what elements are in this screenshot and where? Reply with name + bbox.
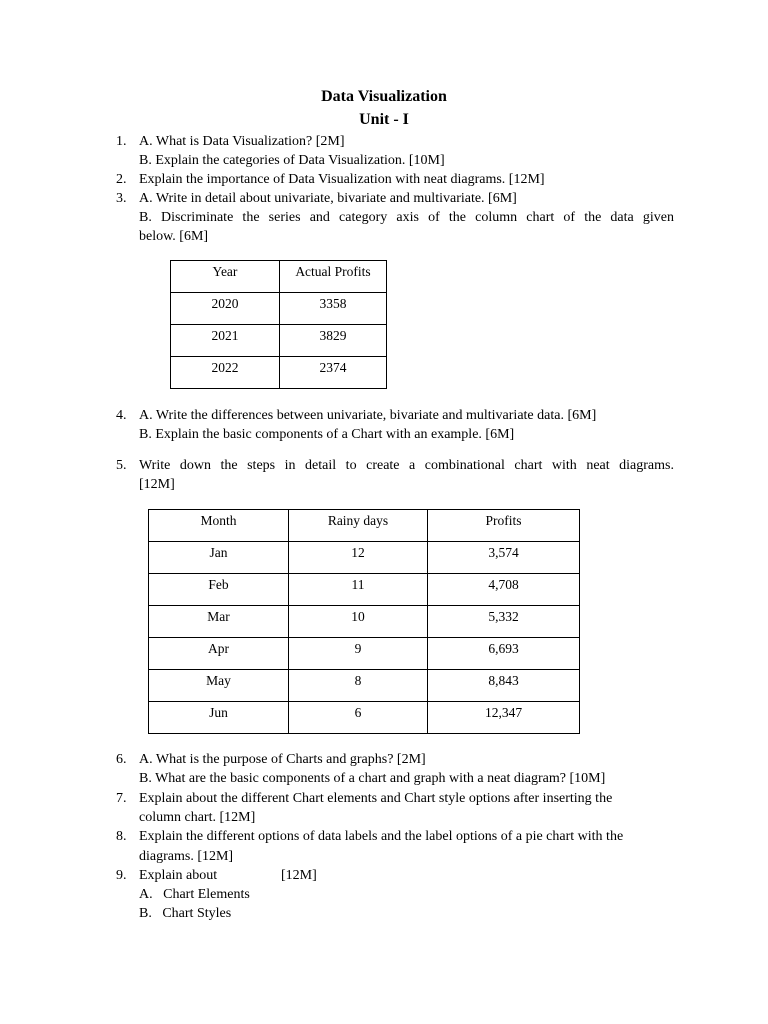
- table-cell: May: [149, 670, 289, 702]
- table-row: [171, 293, 387, 325]
- q6-number: 6.: [116, 752, 127, 767]
- table-cell: 8,843: [428, 670, 580, 702]
- table-cell: Jan: [149, 542, 289, 574]
- q2-text: Explain the importance of Data Visualization with neat diagrams. [12M]: [139, 172, 545, 187]
- table-row: [149, 702, 580, 734]
- q5-line1: Write down the steps in detail to create a combinational chart with neat diagrams.: [139, 458, 674, 473]
- q9-part-b: B. Chart Styles: [139, 906, 232, 921]
- q9-text: Explain about: [139, 868, 218, 883]
- q5-line2: [12M]: [139, 477, 175, 492]
- q4-part-a: A. Write the differences between univariate, bivariate and multivariate data. [6M]: [139, 408, 597, 423]
- table-header-cell: Actual Profits: [280, 261, 387, 293]
- table-header-row: [149, 510, 580, 542]
- table-cell: 2021: [171, 325, 280, 357]
- table-cell: 4,708: [428, 574, 580, 606]
- table-row: [149, 670, 580, 702]
- q7-number: 7.: [116, 791, 127, 806]
- table-cell: 2022: [171, 357, 280, 389]
- table-cell: Mar: [149, 606, 289, 638]
- q3-number: 3.: [116, 191, 127, 206]
- profits-table: [170, 260, 387, 389]
- table-header-cell: Year: [171, 261, 280, 293]
- table-cell: 9: [289, 638, 428, 670]
- q5-number: 5.: [116, 458, 127, 473]
- table-cell: 6,693: [428, 638, 580, 670]
- table-header-cell: Month: [149, 510, 289, 542]
- q4-part-b: B. Explain the basic components of a Chart with an example. [6M]: [139, 427, 515, 442]
- table-cell: Apr: [149, 638, 289, 670]
- q7-line1: Explain about the different Chart elements and Chart style options after inserting the: [139, 791, 613, 806]
- q7-line2: column chart. [12M]: [139, 810, 256, 825]
- document-title: Data Visualization: [321, 88, 447, 105]
- table-row: [171, 357, 387, 389]
- q8-line1: Explain the different options of data labels and the label options of a pie chart with the: [139, 829, 624, 844]
- q9-part-a: A. Chart Elements: [139, 887, 250, 902]
- table-cell: 10: [289, 606, 428, 638]
- table-cell: 12: [289, 542, 428, 574]
- table-cell: 2020: [171, 293, 280, 325]
- table-row: [171, 325, 387, 357]
- q3-part-b-line1: B. Discriminate the series and category axis of the column chart of the data given: [139, 210, 674, 225]
- table-header-cell: Rainy days: [289, 510, 428, 542]
- document-subtitle: Unit - I: [359, 111, 409, 128]
- table-cell: 2374: [280, 357, 387, 389]
- q1-part-a: A. What is Data Visualization? [2M]: [139, 134, 345, 149]
- table-cell: 12,347: [428, 702, 580, 734]
- table-cell: 8: [289, 670, 428, 702]
- q6-part-b: B. What are the basic components of a chart and graph with a neat diagram? [10M]: [139, 771, 606, 786]
- q8-line2: diagrams. [12M]: [139, 849, 234, 864]
- table-cell: 3358: [280, 293, 387, 325]
- q2-number: 2.: [116, 172, 127, 187]
- q1-part-b: B. Explain the categories of Data Visualization. [10M]: [139, 153, 445, 168]
- table-cell: 6: [289, 702, 428, 734]
- table-cell: 5,332: [428, 606, 580, 638]
- table-row: [149, 638, 580, 670]
- rainy-days-profits-table: [148, 509, 580, 734]
- table-cell: Feb: [149, 574, 289, 606]
- q9-marks: [12M]: [281, 868, 317, 883]
- q3-part-a: A. Write in detail about univariate, bivariate and multivariate. [6M]: [139, 191, 517, 206]
- table-row: [149, 606, 580, 638]
- table-row: [149, 574, 580, 606]
- q6-part-a: A. What is the purpose of Charts and graphs? [2M]: [139, 752, 426, 767]
- q8-number: 8.: [116, 829, 127, 844]
- q4-number: 4.: [116, 408, 127, 423]
- q9-number: 9.: [116, 868, 127, 883]
- table-cell: 3,574: [428, 542, 580, 574]
- table-header-cell: Profits: [428, 510, 580, 542]
- table-header-row: [171, 261, 387, 293]
- q1-number: 1.: [116, 134, 127, 149]
- q3-part-b-line2: below. [6M]: [139, 229, 209, 244]
- table-cell: 11: [289, 574, 428, 606]
- table-cell: 3829: [280, 325, 387, 357]
- table-cell: Jun: [149, 702, 289, 734]
- table-row: [149, 542, 580, 574]
